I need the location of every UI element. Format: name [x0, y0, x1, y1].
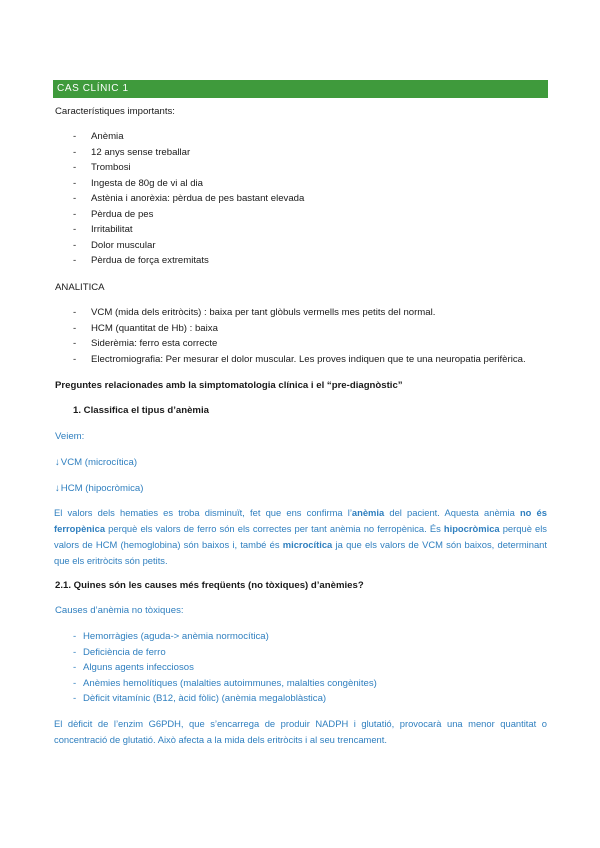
vcm-result	[55, 457, 137, 469]
causes-subheading: Causes d’anèmia no tòxiques:	[55, 605, 184, 616]
para-bold: hipocròmica	[443, 523, 500, 534]
para-text: perquè els valors de ferro són els correctes per tant anèmia no ferropènica. És	[105, 523, 444, 534]
para-bold: anèmia	[351, 507, 385, 518]
analytics-item: Siderèmia: ferro esta correcte	[91, 338, 218, 349]
cause-item: Alguns agents infecciosos	[83, 662, 194, 673]
case-title: CAS CLÍNIC 1	[57, 83, 129, 94]
bullet-dash: -	[73, 146, 77, 158]
cause-item: Anèmies hemolítiques (malalties autoimmunes, malalties congènites)	[83, 677, 377, 689]
arrow-down-icon: ↓	[55, 483, 60, 494]
feature-item: Pèrdua de força extremitats	[91, 255, 209, 266]
bullet-dash: -	[73, 307, 77, 318]
questions-heading: Preguntes relacionades amb la simptomatologia clínica i el “pre-diagnòstic”	[55, 380, 403, 391]
analytics-item: VCM (mida dels eritròcits) : baixa per tant glòbuls vermells mes petits del normal.	[91, 307, 436, 318]
hcm-text: HCM (hipocròmica)	[60, 483, 144, 494]
bullet-dash: -	[73, 677, 77, 689]
cause-item: Hemorràgies (aguda-> anèmia normocítica)	[83, 631, 269, 642]
feature-item: Astènia i anorèxia: pèrdua de pes bastant elevada	[91, 193, 305, 204]
para-text: del pacient. Aquesta anèmia	[384, 507, 520, 518]
feature-item: Pèrdua de pes	[91, 208, 154, 220]
g6pdh-conclusion: El dèficit de l’enzim G6PDH, que s’encarrega de produir NADPH i glutatió, provocarà una menor quantitat o concentració de glutatió. Això afecta a la mida dels eritròcits i al seu trencament.	[54, 718, 547, 745]
bullet-dash: -	[73, 177, 77, 189]
question-1-title: 1. Classifica el tipus d’anèmia	[73, 405, 209, 416]
para-text: ja que els valors de VCM són baixos, determinant que els eritròcits són petits.	[54, 539, 547, 566]
bullet-dash: -	[73, 338, 77, 349]
para-text: El valors dels hematies es troba disminuït, fet que ens confirma l’	[54, 507, 352, 518]
bullet-dash: -	[73, 322, 77, 334]
bullet-dash: -	[73, 239, 77, 251]
analytics-item: HCM (quantitat de Hb) : baixa	[91, 322, 218, 334]
bullet-dash: -	[73, 193, 77, 204]
para-bold: no és ferropènica	[54, 507, 547, 534]
feature-item: Irritabilitat	[91, 224, 133, 235]
feature-item: 12 anys sense treballar	[91, 146, 191, 158]
feature-item: Anèmia	[91, 131, 124, 142]
bullet-dash: -	[73, 255, 77, 266]
bullet-dash: -	[73, 131, 77, 142]
hcm-result	[55, 483, 143, 495]
cause-item: Deficiència de ferro	[83, 646, 166, 658]
feature-item: Ingesta de 80g de vi al dia	[91, 177, 204, 189]
case-title-banner	[53, 80, 548, 98]
question-2-1-title: 2.1. Quines són les causes més freqüents (no tòxiques) d’anèmies?	[55, 580, 364, 591]
bullet-dash: -	[73, 646, 77, 658]
analytics-item: Electromiografia: Per mesurar el dolor muscular. Les proves indiquen que te una neuropatia perifèrica.	[91, 353, 526, 365]
bullet-dash: -	[73, 662, 77, 673]
bullet-dash: -	[73, 224, 77, 235]
features-heading: Característiques importants:	[55, 106, 175, 117]
feature-item: Dolor muscular	[91, 239, 156, 251]
bullet-dash: -	[73, 693, 77, 704]
para-bold: microcítica	[282, 539, 333, 550]
feature-item: Trombosi	[91, 162, 131, 173]
arrow-down-icon: ↓	[55, 457, 60, 468]
bullet-dash: -	[73, 208, 77, 220]
bullet-dash: -	[73, 162, 77, 173]
anemia-explanation	[54, 505, 547, 569]
cause-item: Dèficit vitamínic (B12, àcid fòlic) (anèmia megaloblàstica)	[83, 693, 327, 704]
veiem-label: Veiem:	[55, 431, 85, 442]
bullet-dash: -	[73, 631, 77, 642]
bullet-dash: -	[73, 353, 77, 365]
vcm-text: VCM (microcítica)	[60, 457, 138, 468]
para-text: perquè els valors de HCM (hemoglobina) són baixos i, també és	[54, 523, 547, 550]
analytics-heading: ANALITICA	[55, 282, 105, 293]
